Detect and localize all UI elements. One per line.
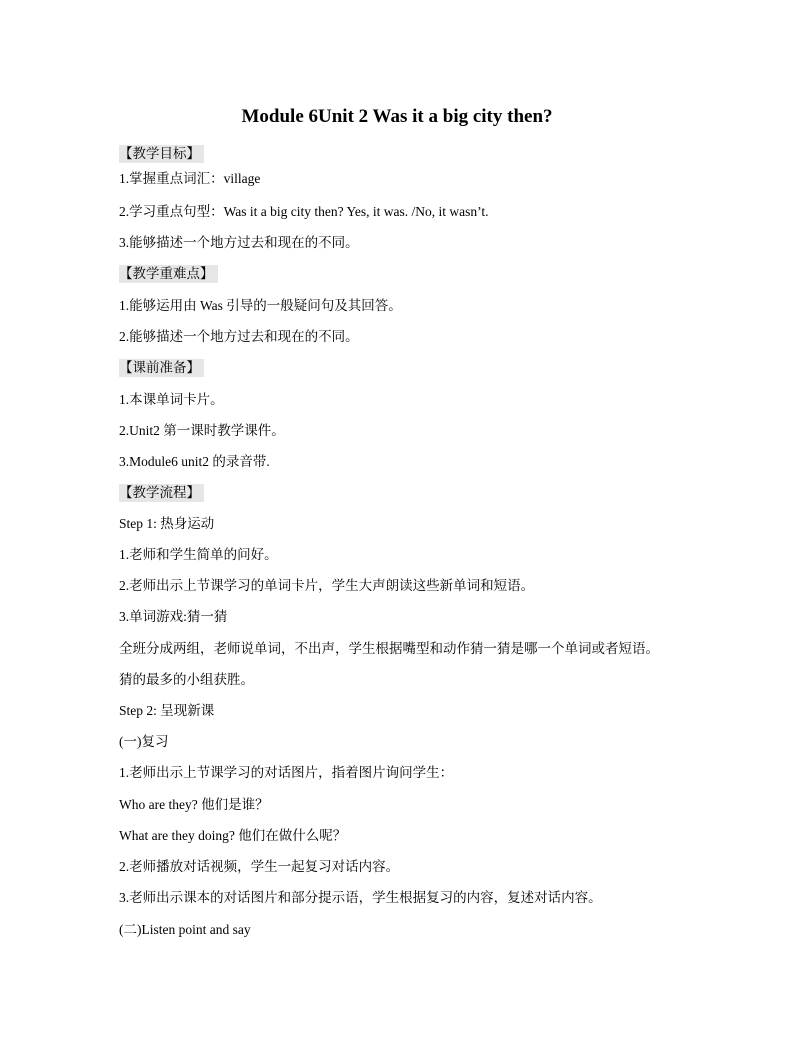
- procedure-line: What are they doing? 他们在做什么呢？: [119, 828, 347, 843]
- procedure-line: 3.老师出示课本的对话图片和部分提示语，学生根据复习的内容，复述对话内容。: [119, 890, 602, 905]
- section-heading-preparation: 【课前准备】: [119, 359, 204, 377]
- procedure-line: (二)Listen point and say: [119, 922, 251, 937]
- section-heading-objectives: 【教学目标】: [119, 145, 204, 163]
- procedure-line: 1.老师出示上节课学习的对话图片，指着图片询问学生：: [119, 765, 454, 780]
- procedure-line: 2.老师播放对话视频，学生一起复习对话内容。: [119, 859, 400, 874]
- procedure-line: 1.老师和学生简单的问好。: [119, 547, 278, 562]
- procedure-line: Step 1: 热身运动: [119, 516, 215, 531]
- procedure-line: (一)复习: [119, 734, 169, 749]
- preparation-item: 1.本课单词卡片。: [119, 392, 224, 407]
- procedure-line: 3.单词游戏:猜一猜: [119, 609, 228, 624]
- objective-item: 3.能够描述一个地方过去和现在的不同。: [119, 235, 359, 250]
- objective-item: 2.学习重点句型：Was it a big city then? Yes, it was. /No, it wasn’t.: [119, 204, 489, 219]
- key-point-item: 1.能够运用由 Was 引导的一般疑问句及其回答。: [119, 298, 402, 313]
- procedure-line: 全班分成两组，老师说单词，不出声，学生根据嘴型和动作猜一猜是哪一个单词或者短语。: [119, 641, 659, 656]
- preparation-item: 2.Unit2 第一课时教学课件。: [119, 423, 285, 438]
- page-title: Module 6Unit 2 Was it a big city then?: [241, 106, 553, 127]
- procedure-line: 2.老师出示上节课学习的单词卡片，学生大声朗读这些新单词和短语。: [119, 578, 535, 593]
- procedure-line: Who are they? 他们是谁？: [119, 797, 269, 812]
- procedure-line: 猜的最多的小组获胜。: [119, 672, 254, 687]
- preparation-item: 3.Module6 unit2 的录音带.: [119, 454, 270, 469]
- section-heading-key-points: 【教学重难点】: [119, 265, 218, 283]
- procedure-line: Step 2: 呈现新课: [119, 703, 215, 718]
- key-point-item: 2.能够描述一个地方过去和现在的不同。: [119, 329, 359, 344]
- section-heading-procedure: 【教学流程】: [119, 484, 204, 502]
- objective-item: 1.掌握重点词汇：village: [119, 171, 261, 186]
